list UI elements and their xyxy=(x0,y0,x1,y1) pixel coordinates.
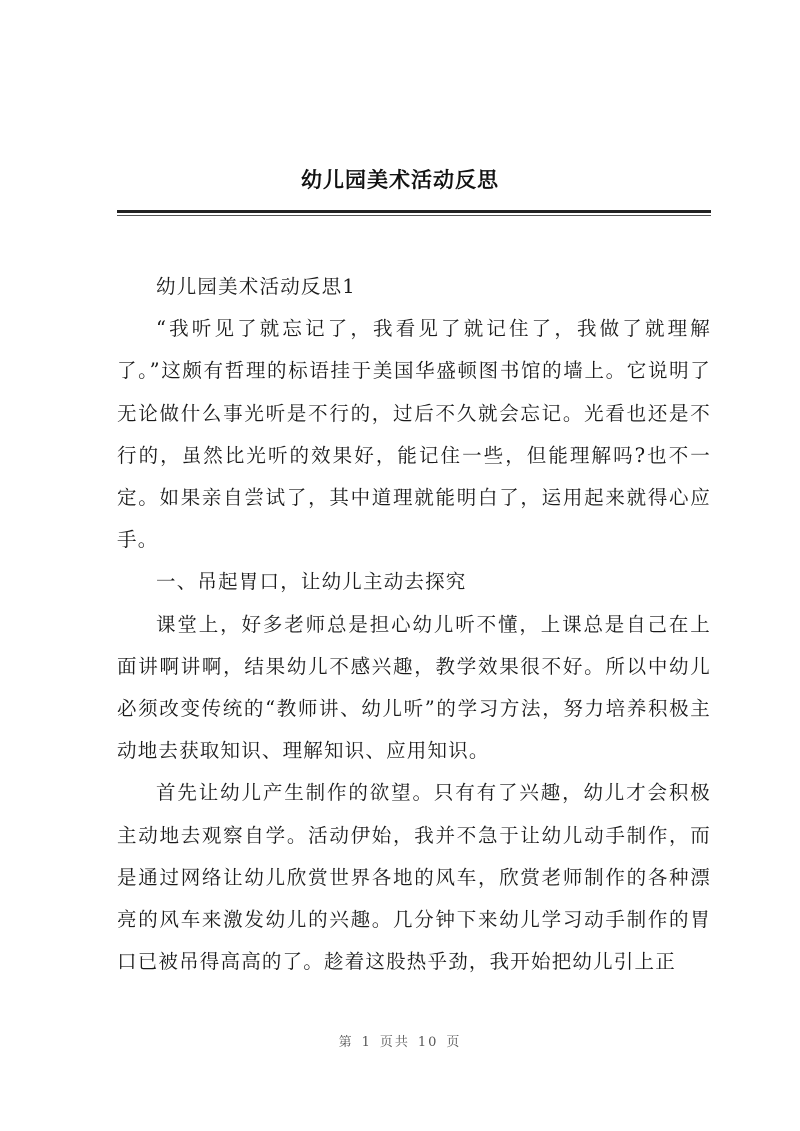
section-heading: 幼儿园美术活动反思1 xyxy=(156,275,356,298)
title-divider-thin xyxy=(117,215,711,216)
page-title: 幼儿园美术活动反思 xyxy=(301,168,499,192)
current-page-number: 1 xyxy=(361,1035,372,1050)
footer-suffix: 页 xyxy=(446,1035,462,1050)
title-divider xyxy=(117,210,711,213)
document-body xyxy=(117,266,711,983)
footer-prefix: 第 xyxy=(338,1035,354,1050)
body-paragraph: “我听见了就忘记了，我看见了就记住了，我做了就理解了。”这颇有哲理的标语挂于美国华盛顿图书馆的墙上。它说明了无论做什么事光听是不行的，过后不久就会忘记。光看也还是不行的，虽然比光听的效果好，能记住一些，但能理解吗?也不一定。如果亲自尝试了，其中道理就能明白了，运用起来就得心应手。 xyxy=(117,317,711,552)
page-footer xyxy=(0,1031,800,1050)
subsection-heading: 一、吊起胃口，让幼儿主动去探究 xyxy=(156,570,467,594)
total-pages-number: 10 xyxy=(417,1035,439,1050)
body-paragraph: 课堂上，好多老师总是担心幼儿听不懂，上课总是自己在上面讲啊讲啊，结果幼儿不感兴趣，教学效果很不好。所以中幼儿必须改变传统的“教师讲、幼儿听”的学习方法，努力培养积极主动地去获取知识、理解知识、应用知识。 xyxy=(117,612,711,763)
footer-middle: 页共 xyxy=(379,1035,410,1050)
body-paragraph: 首先让幼儿产生制作的欲望。只有有了兴趣，幼儿才会积极主动地去观察自学。活动伊始，我并不急于让幼儿动手制作，而是通过网络让幼儿欣赏世界各地的风车，欣赏老师制作的各种漂亮的风车来激发幼儿的兴趣。几分钟下来幼儿学习动手制作的胃口已被吊得高高的了。趁着这股热乎劲，我开始把幼儿引上正 xyxy=(117,781,711,974)
